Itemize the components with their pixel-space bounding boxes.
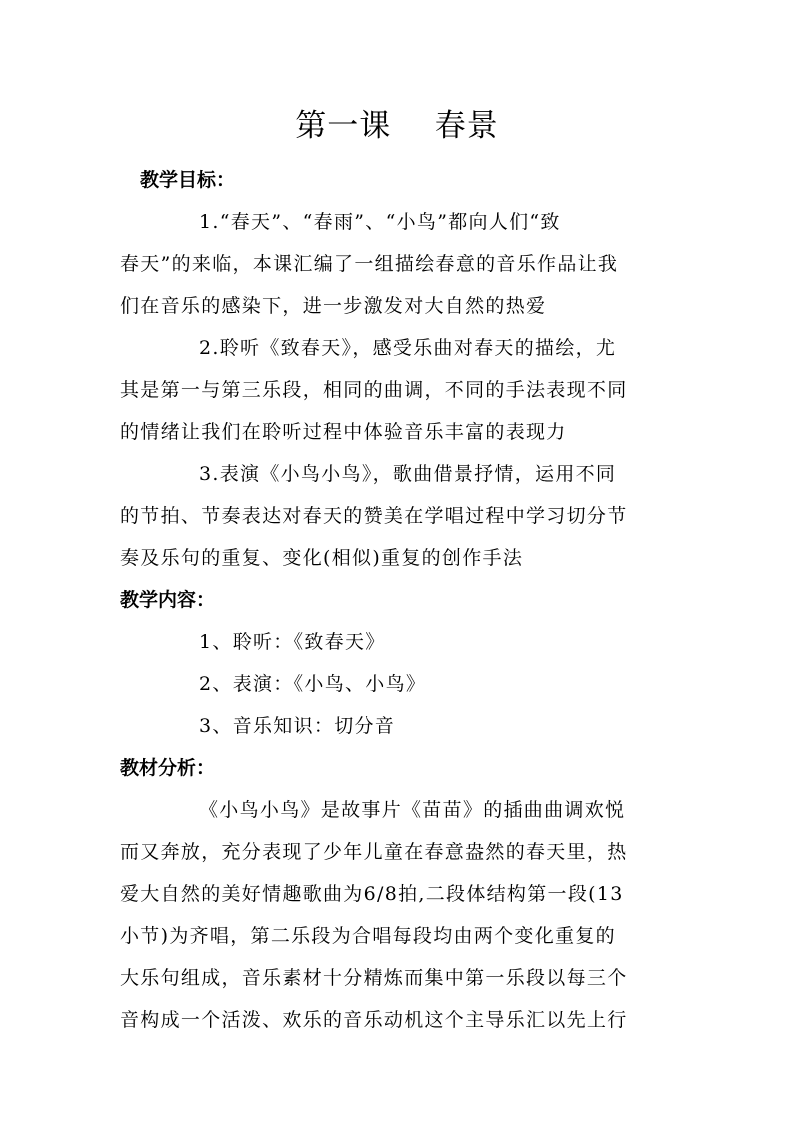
section-heading-material-analysis: 教材分析： [120,757,216,779]
page-title: 第一课 春景 [295,108,499,144]
paragraph-line: 而又奔放，充分表现了少年儿童在春意盎然的春天里，热 [120,841,628,863]
list-item: 3、音乐知识：切分音 [199,715,396,737]
paragraph-line: 春天”的来临，本课汇编了一组描绘春意的音乐作品让我 [120,253,619,275]
list-item: 2、表演：《小鸟、小鸟》 [199,673,427,695]
paragraph-line: 的情绪让我们在聆听过程中体验音乐丰富的表现力 [120,421,567,443]
paragraph-line: 《小鸟小鸟》是故事片《苗苗》的插曲曲调欢悦 [199,799,626,821]
list-item: 1、聆听：《致春天》 [199,631,386,653]
paragraph-line: 爱大自然的美好情趣歌曲为6/8拍,二段体结构第一段(13 [120,883,624,905]
paragraph-line: 其是第一与第三乐段，相同的曲调，不同的手法表现不同 [120,379,628,401]
section-heading-teaching-goals: 教学目标： [140,169,236,191]
paragraph-line: 3.表演《小鸟小鸟》，歌曲借景抒情，运用不同 [199,463,617,485]
paragraph-line: 奏及乐句的重复、变化(相似)重复的创作手法 [120,547,524,569]
section-heading-teaching-content: 教学内容： [120,589,216,611]
paragraph-line: 们在音乐的感染下，进一步激发对大自然的热爱 [120,295,547,317]
paragraph-line: 大乐句组成，音乐素材十分精炼而集中第一乐段以每三个 [120,967,628,989]
paragraph-line: 音构成一个活泼、欢乐的音乐动机这个主导乐汇以先上行 [120,1009,628,1031]
paragraph-line: 1.“春天”、“春雨”、“小鸟”都向人们“致 [199,211,561,233]
paragraph-line: 的节拍、节奏表达对春天的赞美在学唱过程中学习切分节 [120,505,628,527]
paragraph-line: 小节)为齐唱，第二乐段为合唱每段均由两个变化重复的 [120,925,616,947]
paragraph-line: 2.聆听《致春天》，感受乐曲对春天的描绘，尤 [199,337,617,359]
